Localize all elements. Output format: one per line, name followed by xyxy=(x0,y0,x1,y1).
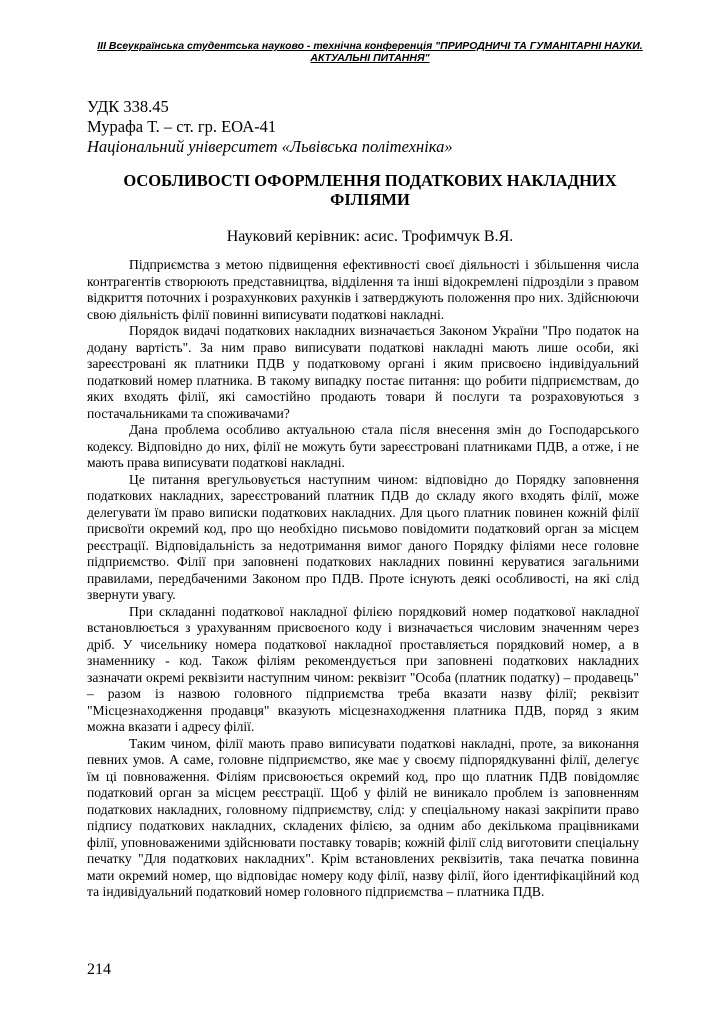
udk-code: УДК 338.45 xyxy=(87,97,169,116)
article-title-line-1: ОСОБЛИВОСТІ ОФОРМЛЕННЯ ПОДАТКОВИХ НАКЛАДНИХ xyxy=(123,171,617,190)
article-title xyxy=(92,171,648,209)
author-line: Мурафа Т. – ст. гр. ЕОА-41 xyxy=(87,117,277,136)
supervisor-line: Науковий керівник: асис. Трофимчук В.Я. xyxy=(226,228,514,245)
conference-header xyxy=(92,40,648,64)
article-title-line-2: ФІЛІЯМИ xyxy=(330,190,410,209)
page-number: 214 xyxy=(87,961,111,978)
body-paragraph: Це питання врегульовується наступним чином: відповідно до Порядку заповнення податкових накладних, зареєстрований платник ПДВ до складу якого входять філії, може делегувати їм право виписки податкових накладних. Для цього платник повинен кожній філії присвоїти окремий код, про що необхідно письмово повідомити податковий орган за місцем реєстрації. Відповідальність за недотримання вимог даного Порядку філіями несе головне підприємство. Філії при заповнені податкових накладних повинні керуватися загальними правилами, передбаченими Законом про ПДВ. Проте існують деякі особливості, на які слід звернути увагу. xyxy=(87,471,639,602)
conference-header-line-2: АКТУАЛЬНІ ПИТАННЯ" xyxy=(310,52,430,64)
article-body xyxy=(87,257,639,901)
body-paragraph: При складанні податкової накладної філією порядковий номер податкової накладної встановлюється з урахуванням присвоєного коду і визначається числовим значенням через дріб. У чисельнику номера податкової накладної проставляється порядковий номер, а в знаменнику - код. Також філіям рекомендується при заповнені податкових накладних зазначати окремі реквізити наступним чином: реквізит "Особа (платник податку) – продавець" – разом із назвою головного підприємства треба вказати назву філії; реквізит "Місцезнаходження продавця" вказують місцезнаходження платника ПДВ, поряд з яким можна вказати і адресу філії. xyxy=(87,603,639,734)
article-meta xyxy=(87,97,453,157)
body-paragraph: Дана проблема особливо актуальною стала після внесення змін до Господарського кодексу. Відповідно до них, філії не можуть бути зареєстровані платниками ПДВ, а отже, і не мають права виписувати податкові накладні. xyxy=(87,422,639,470)
university-line: Національний університет «Львівська політехніка» xyxy=(87,137,453,156)
conference-header-line-1: ІІІ Всеукраїнська студентська науково - технічна конференція "ПРИРОДНИЧІ ТА ГУМАНІТАРНІ НАУКИ. xyxy=(97,40,643,52)
body-paragraph: Підприємства з метою підвищення ефективності своєї діяльності і збільшення числа контрагентів створюють представництва, відділення та інші відокремлені підрозділи з правом відкриття поточних і розрахункових рахунків і затверджують положення про них. Здійснюючи свою діяльність філії повинні виписувати податкові накладні. xyxy=(87,257,639,322)
body-paragraph: Таким чином, філії мають право виписувати податкові накладні, проте, за виконання певних умов. А саме, головне підприємство, яке має у своєму підпорядкуванні філії, делегує їм ці повноваження. Філіям присвоюється окремий код, про що платник ПДВ повідомляє податковий орган за місцем реєстрації. Щоб у філій не виникало проблем із заповненням податкових накладних, головному підприємству, слід: у спеціальному наказі закріпити право підпису податкових накладних, складених філією, за одним або декількома працівниками філії, уповноваженими здійснювати поставку товарів; кожній філії слід виготовити спеціальну печатку "Для податкових накладних". Крім встановлених реквізитів, така печатка повинна мати окремий номер, що відповідає номеру коду філії, назву філії, його ідентифікаційний код та індивідуальний податковий номер головного підприємства – платника ПДВ. xyxy=(87,735,639,899)
body-paragraph: Порядок видачі податкових накладних визначається Законом України "Про податок на додану вартість". За ним право виписувати податкові накладні мають лише особи, які зареєстровані як платники ПДВ у податковому органі і яким присвоєно індивідуальний податковий номер платника. В такому випадку постає питання: що робити підприємствам, до яких входять філії, які самостійно продають товари й послуги та розраховуються з постачальниками та споживачами? xyxy=(87,323,639,421)
